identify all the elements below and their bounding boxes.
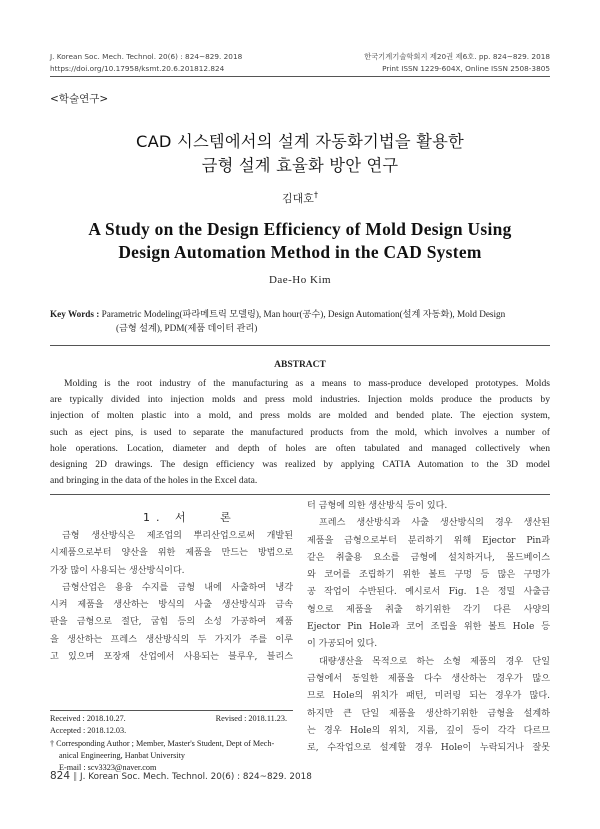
keywords [50,307,560,335]
body-line: 금형 생산방식은 제조업의 뿌리산업으로써 개발된 [62,531,293,541]
journal-citation-en: J. Korean Soc. Mech. Technol. 20(6) : 824~829. 2018 [50,52,243,61]
author-en: Dae-Ho Kim [268,274,332,286]
body-line: 가장 많이 사용되는 생산방식이다. [50,565,185,576]
doi-link[interactable]: https://doi.org/10.17958/ksmt.20.6.201812.824 [50,64,225,73]
body-line: 금형에서 동일한 제품을 다수 생산하는 경우가 많으 [307,673,550,684]
footer-citation: J. Korean Soc. Mech. Technol. 20(6) : 824~829. 2018 [80,772,312,782]
abstract-rule [50,494,550,495]
author-ko-mark: † [313,190,318,200]
footnote-rule [50,710,293,711]
body-line: 금형산업은 용융 수지를 금형 내에 사출하여 냉각 [62,582,293,593]
body-line: 하지만 큰 단일 제품을 생산하기위한 금형을 설계하 [307,708,550,719]
article-category: <학술연구> [50,93,109,105]
abstract-line: hole operations. Location, diameter and depth of holes are often tabulated and managed collectively when [50,442,550,454]
body-line: 형으로 제품을 취출 하기위한 각기 다른 사양의 [307,604,550,615]
keywords-label: Key Words : [50,309,100,319]
title-en-line2: Design Automation Method in the CAD System [118,242,482,262]
left-column-body [50,528,293,666]
body-line: 제품을 금형으로부터 분리하기 위해 Ejector Pin과 [307,535,550,546]
body-line: 시제품으로부터 양산을 위한 제품을 만드는 방법으로 [50,548,293,559]
abstract-line: such as eject pins, is used to separate the manufactured products from the mold, which involves a number of [50,426,550,438]
body-line: Ejector Pin Hole과 코어 조립을 위한 볼트 Hole 등 [307,622,550,633]
title-en-line1: A Study on the Design Efficiency of Mold Design Using [88,219,512,239]
author-ko-name: 김대호 [282,192,314,205]
body-line: 로, 수작업으로 설계할 경우 Hole이 누락되거나 잘못 [307,743,550,754]
keywords-line1: Parametric Modeling(파라메트릭 모델링), Man hour(공수), Design Automation(설계 자동화), Mold Design [101,309,506,319]
body-line: 대량생산을 목적으로 하는 소형 제품의 경우 단일 [319,656,550,667]
body-line: 을 생산하는 프레스 생산방식의 두 가지가 주를 이루 [50,634,293,645]
page-footer [50,770,312,782]
body-line: 이 가공되어 있다. [307,639,378,650]
abstract-body [50,376,550,489]
abstract-line: Molding is the root industry of the manufacturing as a means to mass-produce developed prototypes. Molds [64,378,550,389]
footnote [50,713,293,774]
accepted-date: Accepted : 2018.12.03. [50,726,127,736]
journal-citation-ko: 한국기계기술학회지 제20권 제6호. pp. 824~829. 2018 [364,52,550,61]
body-line: 므로 Hole의 위치가 패턴, 미러링 되는 경우가 많다. [307,691,550,702]
body-line: 는 경우 Hole의 위치, 지름, 깊이 등이 각각 다르므 [307,725,550,736]
corresponding-affiliation: anical Engineering, Hanbat University [59,750,185,760]
corresponding-author: † Corresponding Author ; Member, Master's Student, Dept of Mech- [50,738,275,748]
right-column-body [307,498,550,757]
abstract-line: injection of molten plastic into a mold, and press molds are molded and bended plate. The ejection system, [50,410,550,422]
abstract-line: designing 2D drawings. The design efficiency was realized by applying CATIA Automation to the 3D model [50,459,550,471]
abstract-line: are typically divided into injection molds and press mold industries. Injection molds produce the products by [50,394,550,406]
title-ko-line1: CAD 시스템에서의 설계 자동화기법을 활용한 [136,132,464,151]
body-line: 시켜 제품을 생산하는 방식의 사출 생산방식과 금속 [50,600,293,611]
issn-info: Print ISSN 1229-604X, Online ISSN 2508-3805 [382,64,550,73]
body-line: 터 금형에 의한 생산방식 등이 있다. [307,501,448,511]
author-ko [0,190,600,206]
body-line: 공 작업이 수반된다. 예시로서 Fig. 1은 정밀 사출금 [307,587,550,598]
keywords-rule [50,345,550,346]
abstract-title: ABSTRACT [274,360,326,370]
body-line: 판을 금형으로 절단, 굽힘 등의 소성 가공하여 제품 [50,617,293,628]
footer-separator: ‖ [72,772,78,782]
header-rule [50,76,550,77]
section-heading-introduction: 1. 서 론 [143,511,237,524]
body-line: 고 있으며 포장재 산업에서 사용되는 블루우, 블리스 [50,652,293,663]
body-line: 프레스 생산방식과 사출 생산방식의 경우 생산된 [319,518,550,529]
page-number: 824 [50,770,71,782]
body-line: 같은 취출용 요소를 금형에 설치하거나, 몰드베이스 [307,552,550,563]
abstract-line: and bringing in the data of the holes in the Excel data. [50,475,258,487]
keywords-line2: (금형 설계), PDM(제품 데이터 관리) [116,323,258,333]
author-email[interactable]: E-mail : scv3323@naver.com [59,763,157,773]
body-line: 와 코어를 조립하기 위한 볼트 구멍 등 많은 구멍가 [307,570,550,581]
title-ko-line2: 금형 설계 효율화 방안 연구 [201,156,399,175]
received-date: Received : 2018.10.27. [50,714,126,723]
revised-date: Revised : 2018.11.23. [215,714,287,723]
